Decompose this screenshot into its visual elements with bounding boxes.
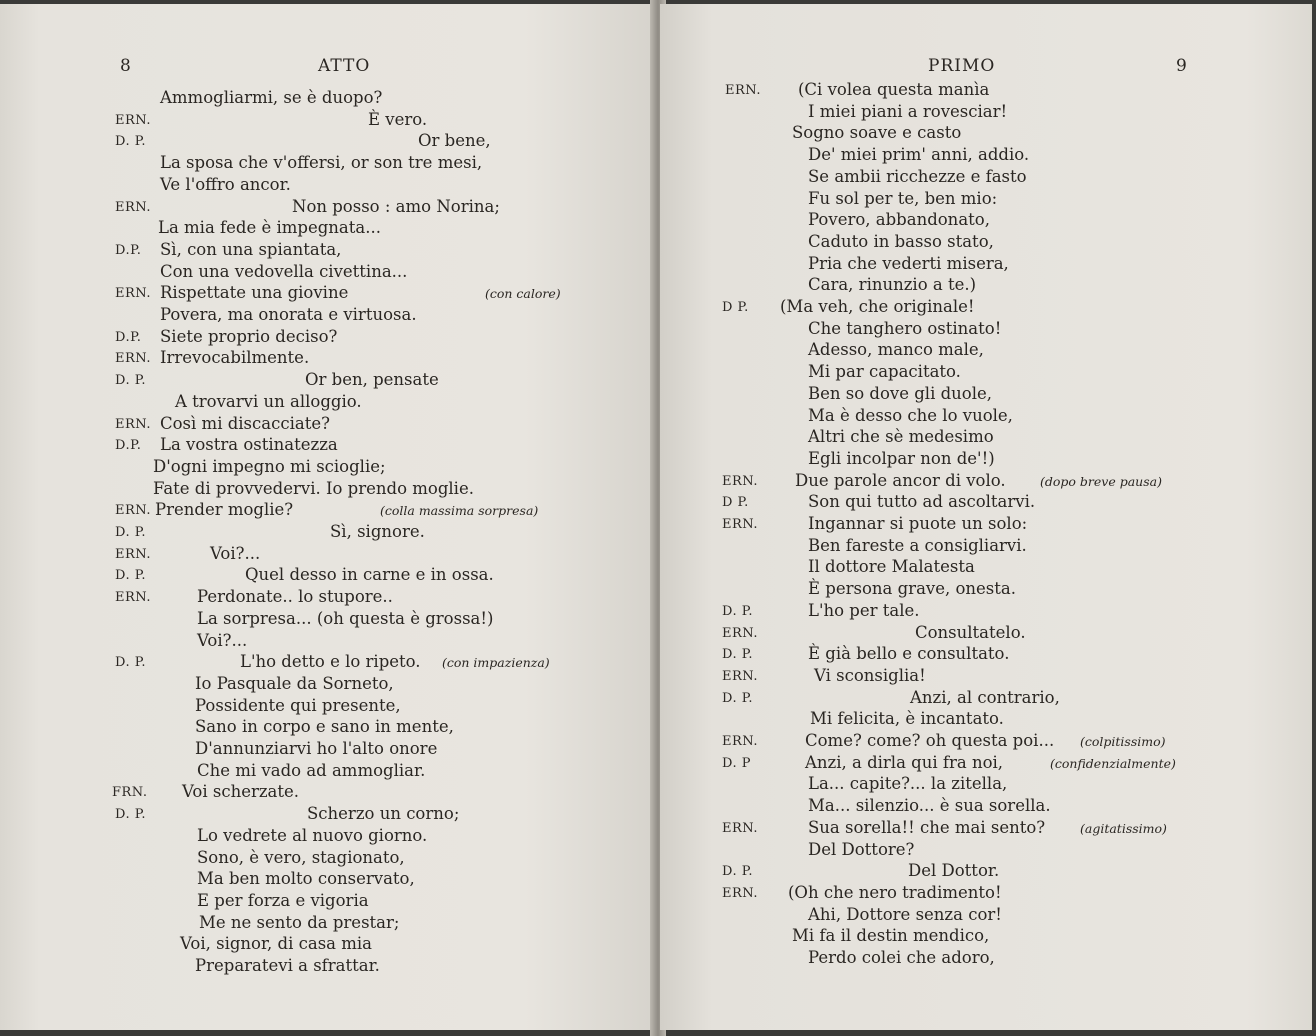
line-text: Scherzo un corno; <box>307 804 460 823</box>
line-text: Consultatelo. <box>915 623 1026 642</box>
speaker-label: D.P. <box>115 330 142 345</box>
line-text: Del Dottore? <box>808 840 915 859</box>
stage-direction: (colpitissimo) <box>1080 734 1166 749</box>
speaker-label: ERN. <box>115 351 151 366</box>
line-text: Pria che vederti misera, <box>808 254 1009 273</box>
line-text: Del Dottor. <box>908 861 1000 880</box>
speaker-label: D. P. <box>722 647 753 662</box>
line-text: La sorpresa... (oh questa è grossa!) <box>197 609 494 628</box>
line-text: Povera, ma onorata e virtuosa. <box>160 305 417 324</box>
speaker-label: ERN. <box>115 503 151 518</box>
line-text: Quel desso in carne e in ossa. <box>245 565 494 584</box>
stage-direction: (con calore) <box>485 286 561 301</box>
line-text: Cara, rinunzio a te.) <box>808 275 977 294</box>
left-running-head: ATTO <box>318 56 371 76</box>
line-text: Ma è desso che lo vuole, <box>808 406 1013 425</box>
line-text: Mi felicita, è incantato. <box>810 709 1004 728</box>
line-text: Mi fa il destin mendico, <box>792 926 990 945</box>
speaker-label: ERN. <box>722 474 758 489</box>
right-page-number: 9 <box>1176 56 1188 76</box>
line-text: Sua sorella!! che mai sento? <box>808 818 1046 837</box>
line-text: Come? come? oh questa poi... <box>805 731 1055 750</box>
line-text: Ahi, Dottore senza cor! <box>808 905 1002 924</box>
speaker-label: ERN. <box>115 200 151 215</box>
line-text: L'ho detto e lo ripeto. <box>240 652 421 671</box>
speaker-label: ERN. <box>722 517 758 532</box>
speaker-label: D. P. <box>115 568 146 583</box>
line-text: Altri che sè medesimo <box>808 427 994 446</box>
line-text: Ma... silenzio... è sua sorella. <box>808 796 1051 815</box>
speaker-label: D. P. <box>115 373 146 388</box>
stage-direction: (colla massima sorpresa) <box>380 503 539 518</box>
line-text: Preparatevi a sfrattar. <box>195 956 380 975</box>
line-text: Io Pasquale da Sorneto, <box>195 674 394 693</box>
right-running-head: PRIMO <box>928 56 996 76</box>
line-text: Mi par capacitato. <box>808 362 961 381</box>
speaker-label: ERN. <box>115 286 151 301</box>
line-text: Siete proprio deciso? <box>160 327 338 346</box>
speaker-label: D. P. <box>722 604 753 619</box>
speaker-label: ERN. <box>722 821 758 836</box>
line-text: D'ogni impegno mi scioglie; <box>153 457 386 476</box>
speaker-label: D P. <box>722 300 749 315</box>
line-text: (Ci volea questa manìa <box>798 80 990 99</box>
speaker-label: ERN. <box>115 113 151 128</box>
line-text: Or ben, pensate <box>305 370 439 389</box>
line-text: Che tanghero ostinato! <box>808 319 1002 338</box>
line-text: Anzi, a dirla qui fra noi, <box>805 753 1004 772</box>
line-text: Sono, è vero, stagionato, <box>197 848 405 867</box>
line-text: La sposa che v'offersi, or son tre mesi, <box>160 153 483 172</box>
line-text: La... capite?... la zitella, <box>808 774 1008 793</box>
line-text: Ingannar si puote un solo: <box>808 514 1028 533</box>
line-text: Voi, signor, di casa mia <box>180 934 373 953</box>
line-text: Ben fareste a consigliarvi. <box>808 536 1027 555</box>
right-page <box>660 4 1312 1030</box>
line-text: Povero, abbandonato, <box>808 210 990 229</box>
line-text: A trovarvi un alloggio. <box>175 392 362 411</box>
line-text: Me ne sento da prestar; <box>199 913 400 932</box>
speaker-label: D.P. <box>115 438 142 453</box>
speaker-label: ERN. <box>115 590 151 605</box>
line-text: E per forza e vigoria <box>197 891 369 910</box>
line-text: Son qui tutto ad ascoltarvi. <box>808 492 1036 511</box>
speaker-label: ERN. <box>722 626 758 641</box>
line-text: Anzi, al contrario, <box>910 688 1060 707</box>
left-page-number: 8 <box>120 56 132 76</box>
line-text: Perdonate.. lo stupore.. <box>197 587 393 606</box>
line-text: I miei piani a rovesciar! <box>808 102 1008 121</box>
speaker-label: D. P. <box>722 864 753 879</box>
line-text: Prender moglie? <box>155 500 294 519</box>
line-text: L'ho per tale. <box>808 601 920 620</box>
speaker-label: FRN. <box>112 785 148 800</box>
line-text: Lo vedrete al nuovo giorno. <box>197 826 428 845</box>
line-text: (Ma veh, che originale! <box>780 297 975 316</box>
line-text: Caduto in basso stato, <box>808 232 994 251</box>
line-text: Ben so dove gli duole, <box>808 384 993 403</box>
line-text: Non posso : amo Norina; <box>292 197 500 216</box>
speaker-label: ERN. <box>722 886 758 901</box>
stage-direction: (con impazienza) <box>442 655 550 670</box>
line-text: Che mi vado ad ammogliar. <box>197 761 426 780</box>
line-text: Voi?... <box>210 544 261 563</box>
line-text: Fu sol per te, ben mio: <box>808 189 998 208</box>
line-text: Fate di provvedervi. Io prendo moglie. <box>153 479 474 498</box>
line-text: Ammogliarmi, se è duopo? <box>160 88 383 107</box>
line-text: Due parole ancor di volo. <box>795 471 1006 490</box>
speaker-label: ERN. <box>725 83 761 98</box>
line-text: Voi?... <box>197 631 248 650</box>
left-page <box>0 4 656 1030</box>
line-text: Voi scherzate. <box>182 782 300 801</box>
line-text: È persona grave, onesta. <box>808 579 1016 598</box>
speaker-label: D P. <box>722 495 749 510</box>
stage-direction: (agitatissimo) <box>1080 821 1167 836</box>
speaker-label: D. P. <box>115 655 146 670</box>
line-text: Or bene, <box>418 131 491 150</box>
line-text: È vero. <box>368 110 428 129</box>
line-text: Rispettate una giovine <box>160 283 349 302</box>
line-text: È già bello e consultato. <box>808 644 1010 663</box>
line-text: La vostra ostinatezza <box>160 435 338 454</box>
line-text: Sì, signore. <box>330 522 425 541</box>
speaker-label: D.P. <box>115 243 142 258</box>
line-text: D'annunziarvi ho l'alto onore <box>195 739 438 758</box>
speaker-label: D. P <box>722 756 751 771</box>
line-text: Ma ben molto conservato, <box>197 869 415 888</box>
speaker-label: D. P. <box>115 525 146 540</box>
speaker-label: D. P. <box>115 134 146 149</box>
line-text: Con una vedovella civettina... <box>160 262 408 281</box>
speaker-label: ERN. <box>115 547 151 562</box>
speaker-label: ERN. <box>722 669 758 684</box>
speaker-label: ERN. <box>722 734 758 749</box>
line-text: Adesso, manco male, <box>808 340 984 359</box>
line-text: Così mi discacciate? <box>160 414 330 433</box>
line-text: Il dottore Malatesta <box>808 557 975 576</box>
line-text: Sogno soave e casto <box>792 123 962 142</box>
line-text: Se ambii ricchezze e fasto <box>808 167 1027 186</box>
line-text: Vi sconsiglia! <box>814 666 926 685</box>
line-text: La mia fede è impegnata... <box>158 218 381 237</box>
speaker-label: D. P. <box>722 691 753 706</box>
line-text: Perdo colei che adoro, <box>808 948 995 967</box>
speaker-label: D. P. <box>115 807 146 822</box>
stage-direction: (confidenzialmente) <box>1050 756 1176 771</box>
line-text: Sano in corpo e sano in mente, <box>195 717 454 736</box>
line-text: Egli incolpar non de'!) <box>808 449 995 468</box>
stage-direction: (dopo breve pausa) <box>1040 474 1162 489</box>
line-text: Irrevocabilmente. <box>160 348 310 367</box>
line-text: (Oh che nero tradimento! <box>788 883 1002 902</box>
line-text: De' miei prim' anni, addio. <box>808 145 1030 164</box>
speaker-label: ERN. <box>115 417 151 432</box>
line-text: Possidente qui presente, <box>195 696 401 715</box>
line-text: Sì, con una spiantata, <box>160 240 342 259</box>
line-text: Ve l'offro ancor. <box>160 175 291 194</box>
